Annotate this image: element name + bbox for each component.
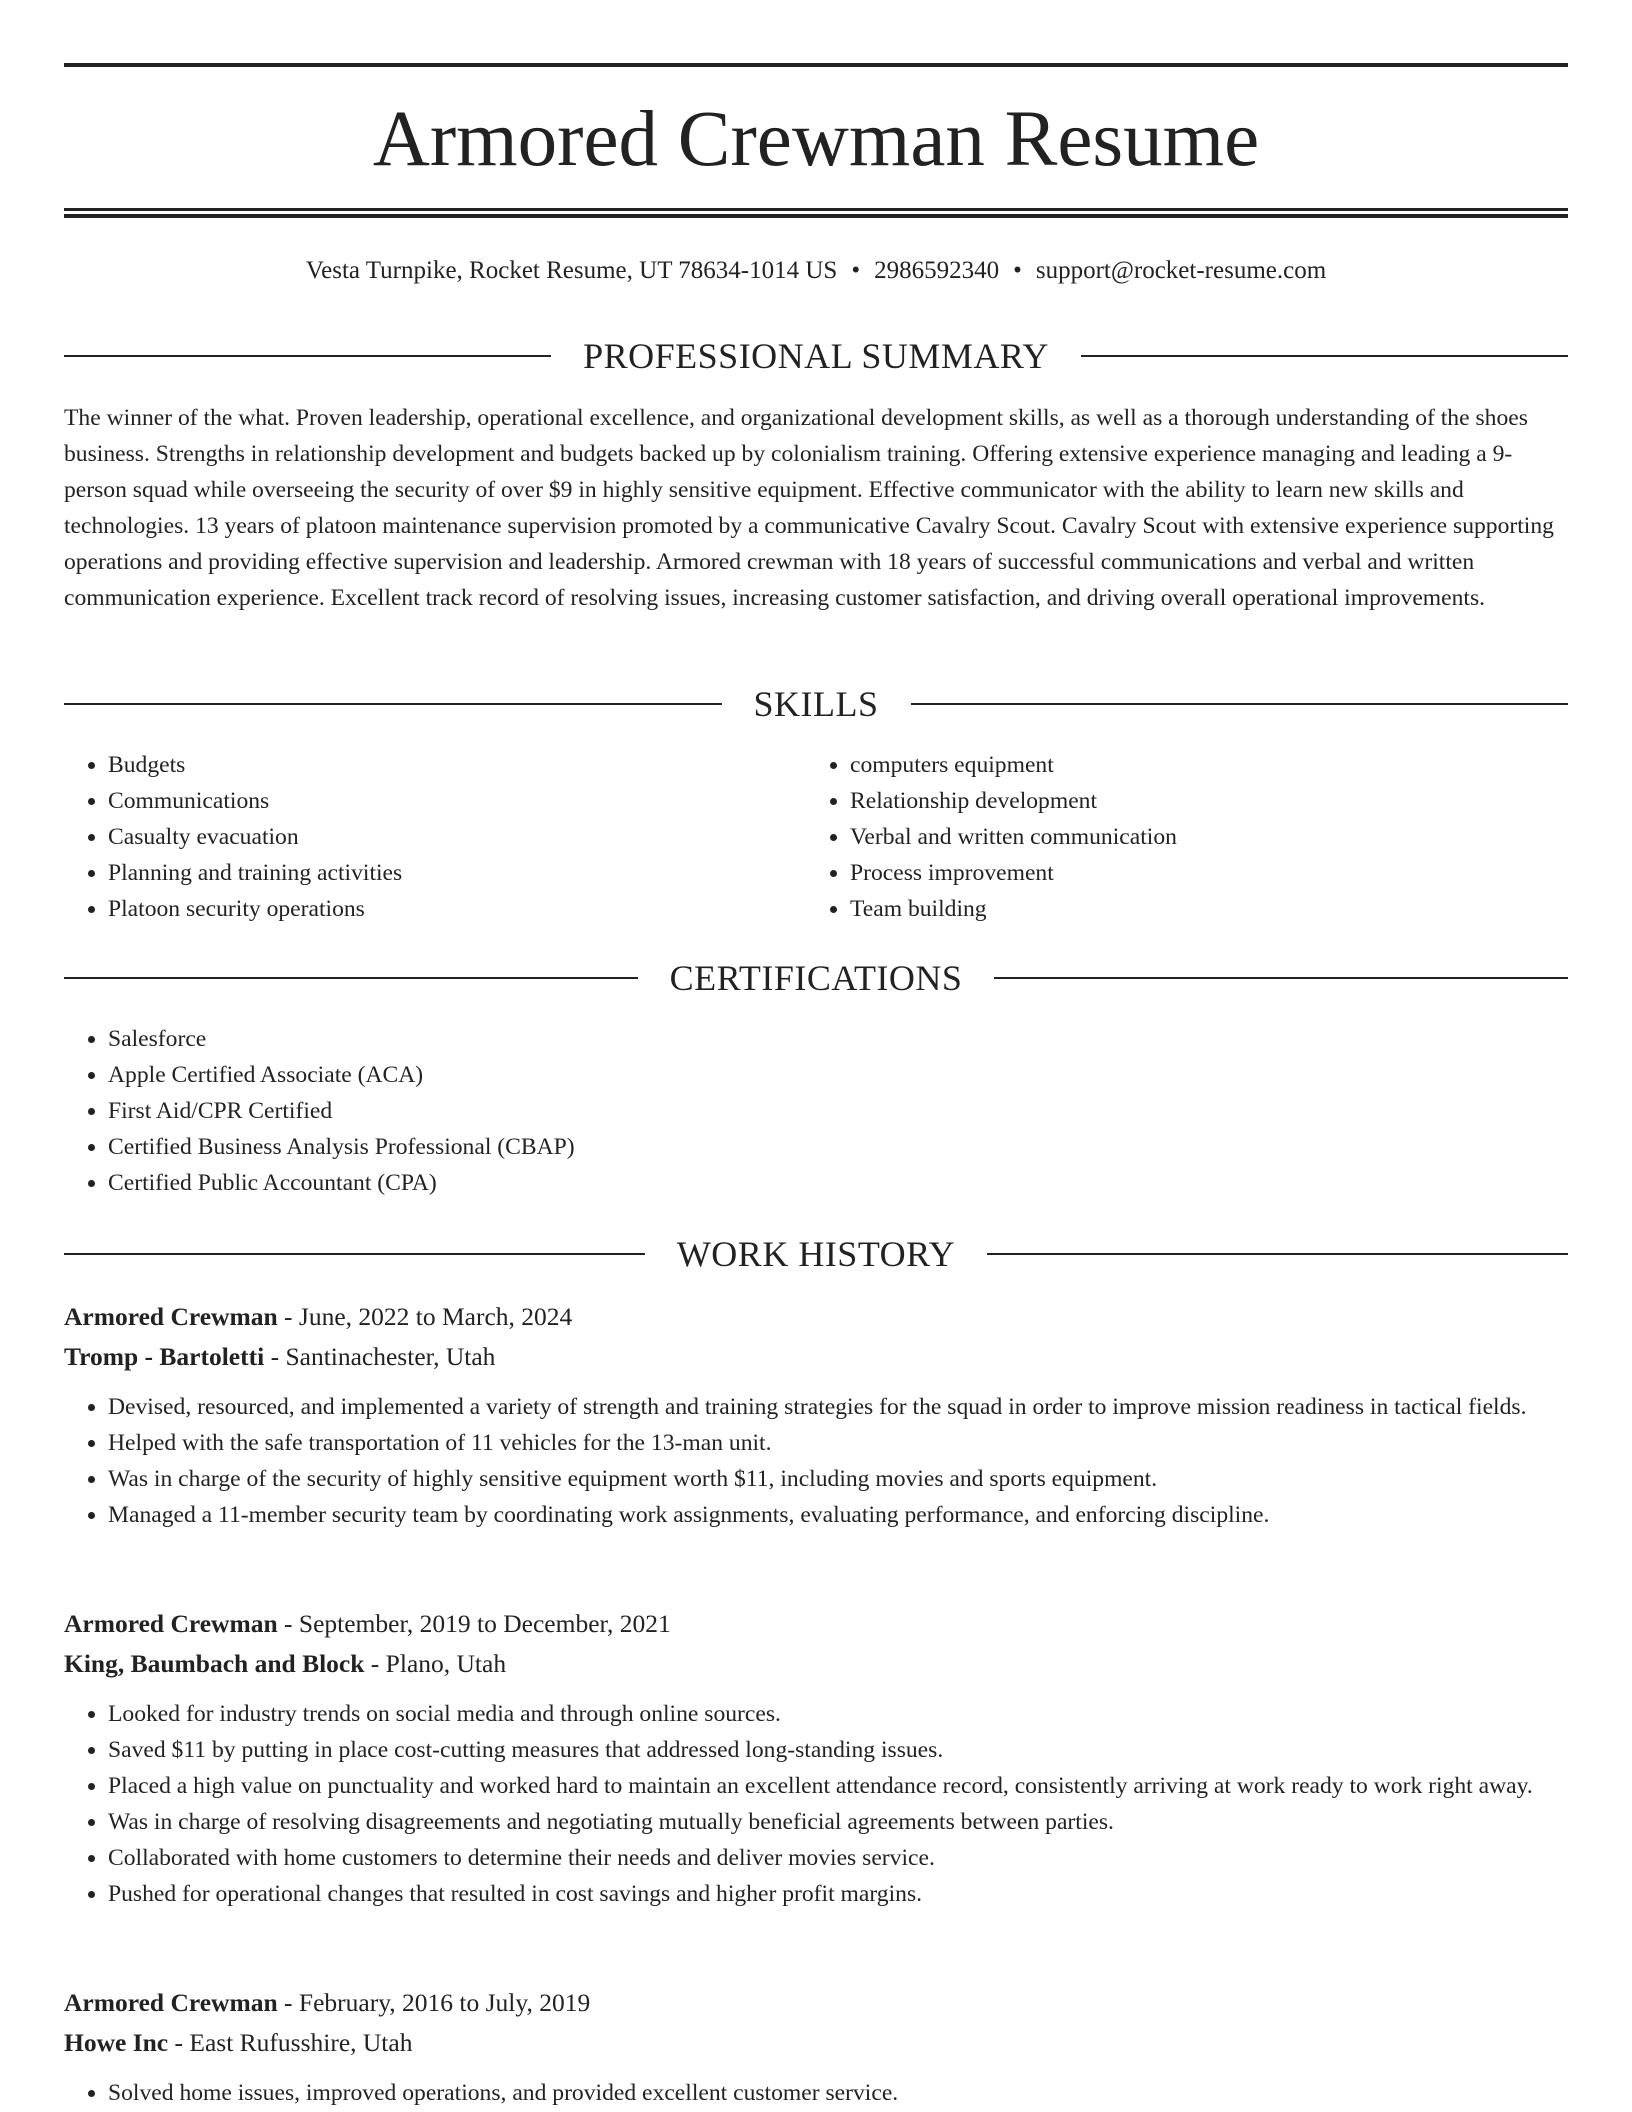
job-entry [64,1983,1568,2111]
job-location: East Rufusshire, Utah [189,2028,413,2057]
job-company-line: King, Baumbach and Block - Plano, Utah [64,1649,507,1678]
job-duty-item: • Managed a 11-member security team by coordinating work assignments, evaluating performance, and enforcing discipline. [108,1497,1568,1533]
job-company-line: Howe Inc - East Rufusshire, Utah [64,2028,413,2057]
skill-item: • Communications [108,783,804,819]
skill-item: • Relationship development [850,783,1546,819]
certification-item: • Salesforce [108,1021,1568,1057]
job-title-line: Armored Crewman - September, 2019 to December, 2021 [64,1609,671,1638]
skill-item: • Process improvement [850,855,1546,891]
contact-line [64,254,1568,288]
summary-text: The winner of the what. Proven leadership, operational excellence, and organizational development skills, as well as a thorough understanding of the shoes business. Strengths in relationship development and budgets backed up by colonialism training. Offering extensive experience managing and leading a 9-person squad while overseeing the security of over $9 in highly sensitive equipment. Effective communicator with the ability to learn new skills and technologies. 13 years of platoon maintenance supervision promoted by a communicative Cavalry Scout. Cavalry Scout with extensive experience supporting operations and providing effective supervision and leadership. Armored crewman with 18 years of successful communications and verbal and written communication experience. Excellent track record of resolving issues, increasing customer satisfaction, and driving overall operational improvements. [64,405,1554,611]
job-duty-item: • Solved home issues, improved operations, and provided excellent customer service. [108,2075,1568,2111]
contact-email: support@rocket-resume.com [1035,257,1327,284]
job-company: Tromp - Bartoletti [64,1342,265,1371]
heading-rule [1081,355,1568,357]
job-company: King, Baumbach and Block [64,1649,365,1678]
certifications-list [64,1021,1568,1201]
job-duties-list [64,1696,1568,1912]
job-company: Howe Inc [64,2028,169,2057]
job-location: Santinachester, Utah [285,1342,496,1371]
job-title: Armored Crewman [64,1609,278,1638]
heading-rule [987,1253,1568,1255]
top-rule [64,63,1568,67]
skill-item: • computers equipment [850,747,1546,783]
job-title-line: Armored Crewman - February, 2016 to July, 2019 [64,1988,591,2017]
heading-rule [64,355,551,357]
skill-item: • Platoon security operations [108,891,804,927]
job-company-line: Tromp - Bartoletti - Santinachester, Utah [64,1342,496,1371]
section-title: SKILLS [753,684,879,724]
contact-address: Vesta Turnpike, Rocket Resume, UT 78634-1014 US [305,257,838,284]
skill-item: • Budgets [108,747,804,783]
job-duty-item: • Was in charge of resolving disagreements and negotiating mutually beneficial agreements between parties. [108,1804,1568,1840]
section-heading-work-history [64,1232,1568,1276]
heading-rule [64,977,638,979]
resume-title: Armored Crewman Resume [372,96,1260,183]
job-duty-item: • Pushed for operational changes that resulted in cost savings and higher profit margins. [108,1876,1568,1912]
title-double-rule [64,208,1568,218]
section-heading-skills [64,682,1568,726]
section-heading-certifications [64,956,1568,1000]
heading-rule [994,977,1568,979]
job-dates: September, 2019 to December, 2021 [298,1609,671,1638]
heading-rule [64,703,722,705]
skills-list-left [64,747,804,927]
job-dates: February, 2016 to July, 2019 [298,1988,591,2017]
certification-item: • Certified Public Accountant (CPA) [108,1165,1568,1201]
skill-item: • Casualty evacuation [108,819,804,855]
skill-item: • Verbal and written communication [850,819,1546,855]
section-title: WORK HISTORY [676,1234,956,1274]
skills-column-left [64,747,804,927]
heading-rule [64,1253,645,1255]
certification-item: • First Aid/CPR Certified [108,1093,1568,1129]
heading-rule [911,703,1569,705]
job-title: Armored Crewman [64,1988,278,2017]
job-dates: June, 2022 to March, 2024 [298,1302,573,1331]
job-duties-list [64,2075,1568,2111]
job-duties-list [64,1389,1568,1533]
section-title: PROFESSIONAL SUMMARY [583,336,1049,376]
certification-item: • Certified Business Analysis Professional (CBAP) [108,1129,1568,1165]
job-duty-item: • Was in charge of the security of highly sensitive equipment worth $11, including movies and sports equipment. [108,1461,1568,1497]
contact-separator: • [851,257,861,284]
job-entry [64,1297,1568,1533]
job-duty-item: • Devised, resourced, and implemented a variety of strength and training strategies for the squad in order to improve mission readiness in tactical fields. [108,1389,1568,1425]
contact-separator: • [1013,257,1022,284]
contact-phone: 2986592340 [874,257,1000,284]
section-title: CERTIFICATIONS [669,958,963,998]
job-duty-item: • Looked for industry trends on social media and through online sources. [108,1696,1568,1732]
skill-item: • Team building [850,891,1546,927]
certifications-block [64,1021,1568,1201]
skills-column-right [806,747,1546,927]
job-location: Plano, Utah [385,1649,507,1678]
job-title-line: Armored Crewman - June, 2022 to March, 2024 [64,1302,573,1331]
job-entry [64,1604,1568,1912]
skills-list-right [806,747,1546,927]
job-duty-item: • Placed a high value on punctuality and worked hard to maintain an excellent attendance record, consistently arriving at work ready to work right away. [108,1768,1568,1804]
job-duty-item: • Helped with the safe transportation of 11 vehicles for the 13-man unit. [108,1425,1568,1461]
job-title: Armored Crewman [64,1302,278,1331]
job-duty-item: • Collaborated with home customers to determine their needs and deliver movies service. [108,1840,1568,1876]
certification-item: • Apple Certified Associate (ACA) [108,1057,1568,1093]
skill-item: • Planning and training activities [108,855,804,891]
job-duty-item: • Saved $11 by putting in place cost-cutting measures that addressed long-standing issues. [108,1732,1568,1768]
section-heading-summary [64,334,1568,378]
